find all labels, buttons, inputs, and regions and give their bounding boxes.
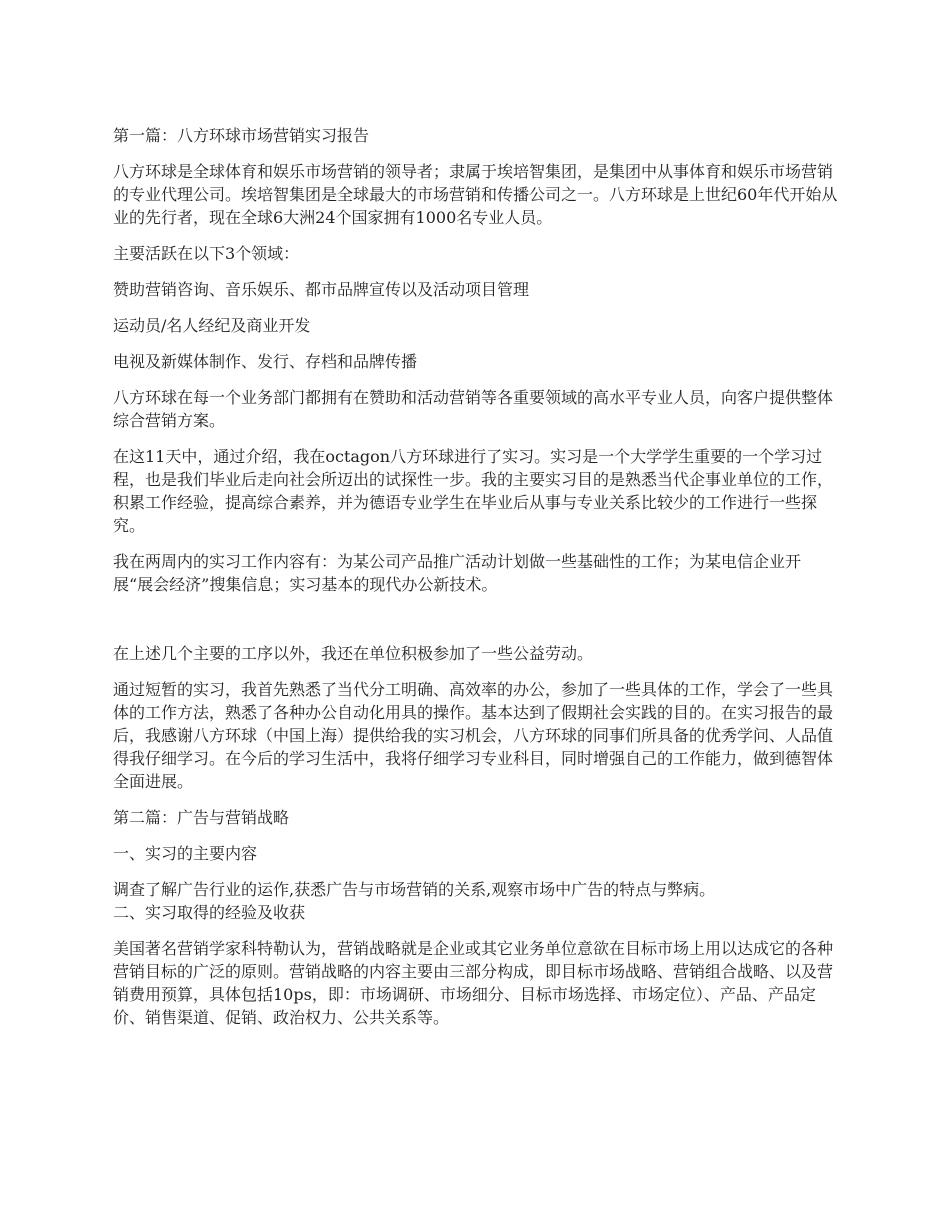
section-1-title: 第一篇：八方环球市场营销实习报告 — [113, 126, 370, 145]
document-body — [113, 124, 838, 1042]
paragraph-company-intro: 八方环球是全球体育和娱乐市场营销的领导者；隶属于埃培智集团，是集团中从事体育和娱乐市场营销的专业代理公司。埃培智集团是全球最大的市场营销和传播公司之一。八方环球是上世纪60年代开始从业的先行者，现在全球6大洲24个国家拥有1000名专业人员。 — [113, 162, 838, 227]
heading-experience: 二、实习取得的经验及收获 — [113, 903, 306, 922]
paragraph-field-athlete: 运动员/名人经纪及商业开发 — [113, 316, 311, 335]
heading-main-content: 一、实习的主要内容 — [113, 844, 258, 863]
paragraph-field-media: 电视及新媒体制作、发行、存档和品牌传播 — [113, 352, 418, 371]
paragraph-marketing-strategy: 美国著名营销学家科特勒认为，营销战略就是企业或其它业务单位意欲在目标市场上用以达成它的各种营销目标的广泛的原则。营销战略的内容主要由三部分构成，即目标市场战略、营销组合战略、以及营销费用预算，具体包括10ps，即：市场调研、市场细分、目标市场选择、市场定位）、产品、产品定价、销售渠道、促销、政治权力、公共关系等。 — [113, 939, 834, 1027]
paragraph-professionals: 八方环球在每一个业务部门都拥有在赞助和活动营销等各重要领域的高水平专业人员，向客户提供整体综合营销方案。 — [113, 388, 834, 430]
paragraph-work-content: 我在两周内的实习工作内容有：为某公司产品推广活动计划做一些基础性的工作；为某电信企业开展“展会经济”搜集信息；实习基本的现代办公新技术。 — [113, 552, 802, 594]
paragraph-conclusion: 通过短暂的实习，我首先熟悉了当代分工明确、高效率的办公，参加了一些具体的工作，学会了一些具体的工作方法，熟悉了各种办公自动化用具的操作。基本达到了假期社会实践的目的。在实习报告的最后，我感谢八方环球（中国上海）提供给我的实习机会，八方环球的同事们所具备的优秀学问、人品值得我仔细学习。在今后的学习生活中，我将仔细学习专业科目，同时增强自己的工作能力，做到德智体全面进展。 — [113, 680, 834, 791]
paragraph-public-labor: 在上述几个主要的工序以外，我还在单位积极参加了一些公益劳动。 — [113, 644, 594, 663]
section-2-title: 第二篇：广告与营销战略 — [113, 808, 290, 827]
paragraph-field-sponsorship: 赞助营销咨询、音乐娱乐、都市品牌宣传以及活动项目管理 — [113, 280, 530, 299]
paragraph-internship-purpose: 在这11天中，通过介绍，我在octagon八方环球进行了实习。实习是一个大学学生重要的一个学习过程，也是我们毕业后走向社会所迈出的试探性一步。我的主要实习目的是熟悉当代企事业单位的工作，积累工作经验，提高综合素养，并为德语专业学生在毕业后从事与专业关系比较少的工作进行一些探究。 — [113, 447, 834, 535]
paragraph-fields-intro: 主要活跃在以下3个领域： — [113, 244, 300, 263]
paragraph-advertising-survey: 调查了解广告行业的运作,获悉广告与市场营销的关系,观察市场中广告的特点与弊病。 — [113, 880, 716, 899]
